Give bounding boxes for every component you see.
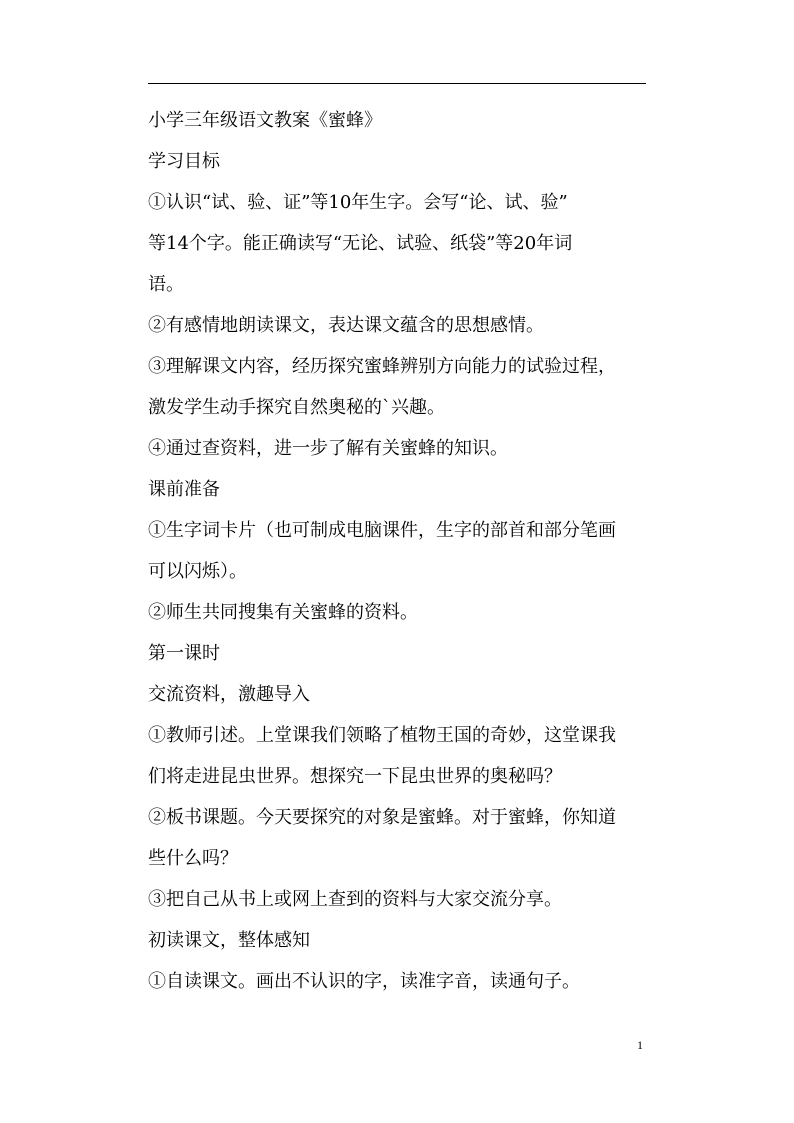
header-rule xyxy=(148,83,646,84)
text-line: 激发学生动手探究自然奥秘的`兴趣。 xyxy=(148,397,445,418)
subheading-first-reading: 初读课文，整体感知 xyxy=(148,930,310,951)
section-heading-objectives: 学习目标 xyxy=(148,151,220,172)
text-line: ③把自己从书上或网上查到的资料与大家交流分享。 xyxy=(148,889,562,910)
text-line: ③理解课文内容，经历探究蜜蜂辨别方向能力的试验过程， xyxy=(148,356,616,377)
text-line: ①认识“试、验、证”等10年生字。会写“论、试、验” xyxy=(148,192,568,213)
text-line: ④通过查资料，进一步了解有关蜜蜂的知识。 xyxy=(148,438,508,459)
text-line: ①自读课文。画出不认识的字，读准字音，读通句子。 xyxy=(148,971,580,992)
text-line: ②师生共同搜集有关蜜蜂的资料。 xyxy=(148,602,418,623)
text-line: 们将走进昆虫世界。想探究一下昆虫世界的奥秘吗？ xyxy=(148,766,562,787)
text-line: 可以闪烁）。 xyxy=(148,561,247,582)
document-body xyxy=(148,100,648,1002)
text-line: 些什么吗？ xyxy=(148,848,238,869)
text-line: ①生字词卡片（也可制成电脑课件，生字的部首和部分笔画 xyxy=(148,520,616,541)
section-heading-preparation: 课前准备 xyxy=(148,479,220,500)
text-line: 语。 xyxy=(148,274,184,295)
text-line: ①教师引述。上堂课我们领略了植物王国的奇妙，这堂课我 xyxy=(148,725,616,746)
text-line: ②有感情地朗读课文，表达课文蕴含的思想感情。 xyxy=(148,315,544,336)
subheading-exchange-materials: 交流资料，激趣导入 xyxy=(148,684,310,705)
section-heading-first-lesson: 第一课时 xyxy=(148,643,220,664)
text-line: ②板书课题。今天要探究的对象是蜜蜂。对于蜜蜂，你知道 xyxy=(148,807,616,828)
page-number: 1 xyxy=(637,1038,643,1052)
text-line: 等14个字。能正确读写“无论、试验、纸袋”等20年词 xyxy=(148,233,573,254)
document-title: 小学三年级语文教案《蜜蜂》 xyxy=(148,110,382,131)
